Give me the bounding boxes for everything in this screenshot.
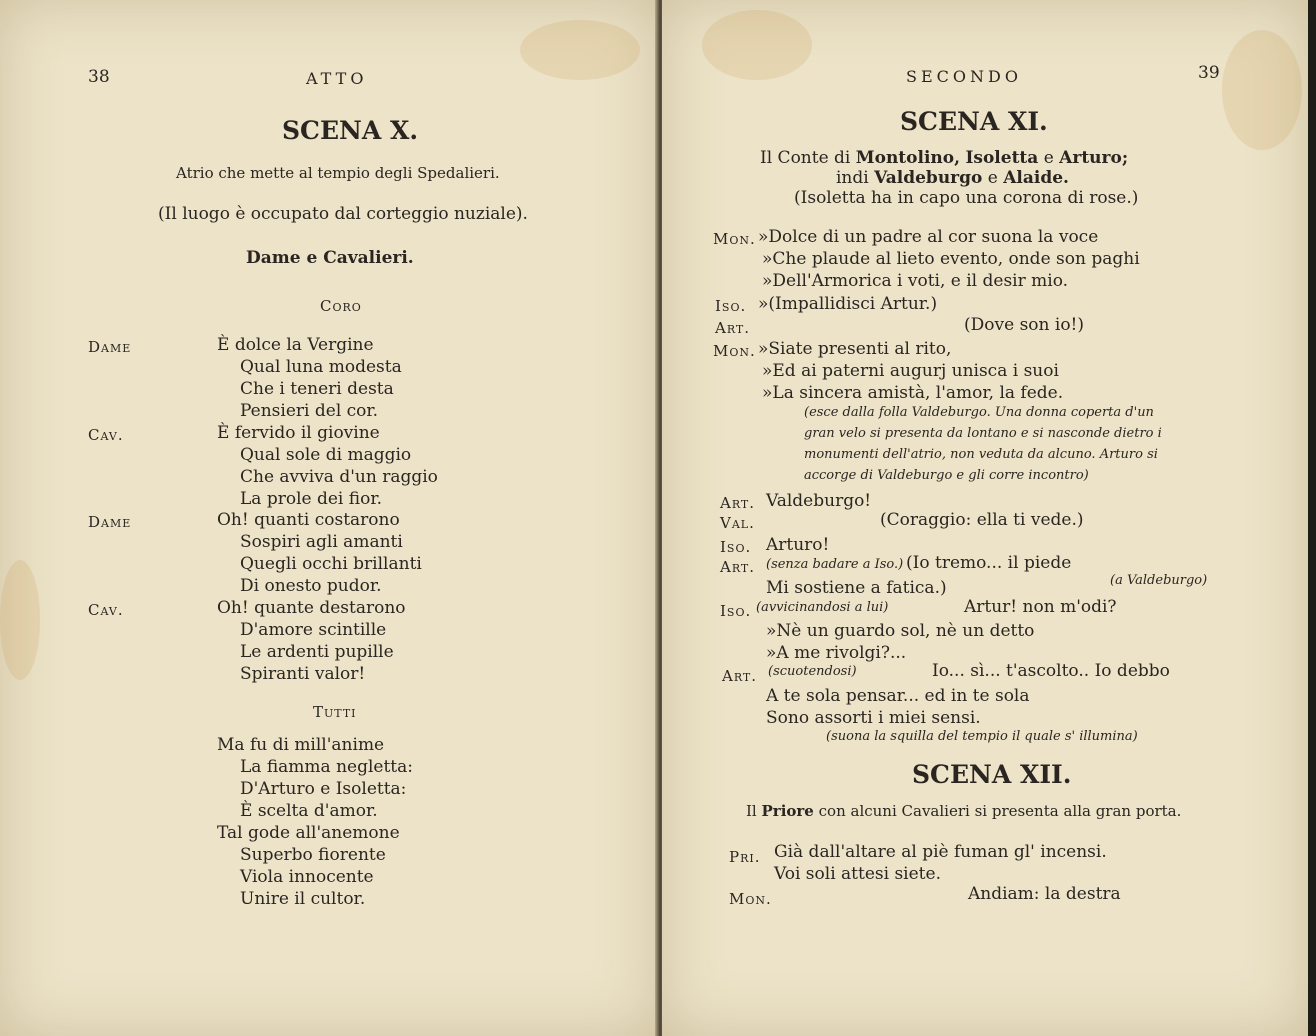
intro-text: Il Conte di <box>760 148 851 168</box>
character-name: Priore <box>761 802 814 820</box>
verse-line: Tal gode all'anemone <box>217 823 400 843</box>
stage-direction: (avvicinandosi a lui) <box>756 600 889 615</box>
speaker-label: Iso. <box>720 602 752 620</box>
speaker-label: Cav. <box>88 426 124 444</box>
verse-line: Superbo fiorente <box>240 845 386 865</box>
dialogue-line: Già dall'altare al piè fuman gl' incensi. <box>774 842 1107 862</box>
speaker-label: Art. <box>715 319 751 337</box>
speaker-label: Art. <box>720 558 756 576</box>
verse-line: È dolce la Vergine <box>217 335 374 355</box>
verse-line: Le ardenti pupille <box>240 642 394 662</box>
dialogue-line: »Dell'Armorica i voti, e il desir mio. <box>762 271 1069 291</box>
dialogue-line: »La sincera amistà, l'amor, la fede. <box>762 383 1064 403</box>
intro-text: e <box>987 168 998 188</box>
dialogue-line: »Nè un guardo sol, nè un detto <box>766 621 1035 641</box>
verse-line: Unire il cultor. <box>240 889 366 909</box>
stage-direction: accorge di Valdeburgo e gli corre incontro) <box>804 468 1089 483</box>
stage-direction: (suona la squilla del tempio il quale s' illumina) <box>826 729 1138 744</box>
dialogue-line: Voi soli attesi siete. <box>774 864 941 884</box>
dialogue-line: Arturo! <box>766 535 830 555</box>
scene-setting: Atrio che mette al tempio degli Spedalieri. <box>176 164 500 182</box>
dialogue-line: Sono assorti i miei sensi. <box>766 708 981 728</box>
dialogue-line: Artur! non m'odi? <box>964 597 1117 617</box>
running-header: SECONDO <box>906 67 1022 86</box>
speaker-label: Dame <box>88 338 132 356</box>
verse-line: Che i teneri desta <box>240 379 394 399</box>
verse-line: La prole dei fior. <box>240 489 382 509</box>
speaker-label: Dame <box>88 513 132 531</box>
verse-line: È scelta d'amor. <box>240 801 378 821</box>
speaker-label: Mon. <box>713 342 756 360</box>
stage-note: (Il luogo è occupato dal corteggio nuziale). <box>158 204 528 224</box>
verse-line: Di onesto pudor. <box>240 576 382 596</box>
stage-direction: (senza badare a Iso.) <box>766 557 904 572</box>
verse-line: È fervido il giovine <box>217 423 380 443</box>
stage-note: (Isoletta ha in capo una corona di rose.) <box>794 188 1139 208</box>
verse-line: D'Arturo e Isoletta: <box>240 779 407 799</box>
speaker-label: Pri. <box>729 848 761 866</box>
page-number: 38 <box>88 67 110 87</box>
character-name: Alaide. <box>1003 168 1069 188</box>
dialogue-line: Valdeburgo! <box>766 491 872 511</box>
verse-line: D'amore scintille <box>240 620 387 640</box>
characters-list: Dame e Cavalieri. <box>246 248 414 268</box>
speaker-label: Cav. <box>88 601 124 619</box>
scene-title: SCENA XII. <box>912 760 1072 789</box>
verse-line: La fiamma negletta: <box>240 757 413 777</box>
dialogue-line: »Che plaude al lieto evento, onde son paghi <box>762 249 1140 269</box>
stage-direction: (scuotendosi) <box>768 664 857 679</box>
verse-line: Viola innocente <box>240 867 374 887</box>
speaker-label: Iso. <box>715 297 747 315</box>
dialogue-line: »A me rivolgi?... <box>766 643 907 663</box>
speaker-label: Art. <box>722 667 758 685</box>
speaker-label: Mon. <box>713 230 756 248</box>
dialogue-line: (Dove son io!) <box>964 315 1085 335</box>
verse-line: Oh! quante destarono <box>217 598 406 618</box>
verse-line: Sospiri agli amanti <box>240 532 403 552</box>
intro-text: con alcuni Cavalieri si presenta alla gran porta. <box>818 802 1182 820</box>
dialogue-line: (Coraggio: ella ti vede.) <box>880 510 1084 530</box>
stage-direction: monumenti dell'atrio, non veduta da alcuno. Arturo si <box>804 447 1158 462</box>
right-page <box>662 0 1308 1036</box>
speaker-label: Art. <box>720 494 756 512</box>
dialogue-line: (Io tremo... il piede <box>906 553 1072 573</box>
running-header: ATTO <box>306 69 368 88</box>
character-name: Isoletta <box>965 148 1039 168</box>
verse-line: Quegli occhi brillanti <box>240 554 422 574</box>
stage-direction: (esce dalla folla Valdeburgo. Una donna coperta d'un <box>804 405 1154 420</box>
scene-characters-line <box>746 802 1181 820</box>
dialogue-line: »(Impallidisci Artur.) <box>758 294 938 314</box>
scene-characters-line <box>836 168 1069 188</box>
intro-text: Il <box>746 802 757 820</box>
dialogue-line: A te sola pensar... ed in te sola <box>766 686 1030 706</box>
character-name: Montolino, <box>855 148 961 168</box>
speaker-label: Iso. <box>720 538 752 556</box>
verse-line: Ma fu di mill'anime <box>217 735 385 755</box>
speaker-label: Mon. <box>729 890 772 908</box>
speaker-label: Val. <box>720 514 755 532</box>
character-name: Valdeburgo <box>874 168 983 188</box>
chorus-heading: Coro <box>320 297 362 315</box>
intro-text: e <box>1043 148 1054 168</box>
verse-line: Spiranti valor! <box>240 664 366 684</box>
dialogue-line: »Siate presenti al rito, <box>758 339 952 359</box>
dialogue-line: Andiam: la destra <box>968 884 1121 904</box>
verse-line: Che avviva d'un raggio <box>240 467 438 487</box>
verse-line: Qual luna modesta <box>240 357 402 377</box>
scene-characters-line <box>760 148 1128 168</box>
dialogue-line: »Ed ai paterni augurj unisca i suoi <box>762 361 1059 381</box>
scene-title: SCENA X. <box>282 116 419 145</box>
intro-text: indi <box>836 168 869 188</box>
verse-line: Qual sole di maggio <box>240 445 412 465</box>
stage-direction: gran velo si presenta da lontano e si nasconde dietro i <box>804 426 1162 441</box>
scene-title: SCENA XI. <box>900 107 1048 136</box>
verse-line: Pensieri del cor. <box>240 401 379 421</box>
verse-line: Oh! quanti costarono <box>217 510 400 530</box>
dialogue-line: »Dolce di un padre al cor suona la voce <box>758 227 1099 247</box>
dialogue-line: Mi sostiene a fatica.) <box>766 578 947 598</box>
character-name: Arturo; <box>1059 148 1129 168</box>
dialogue-line: Io... sì... t'ascolto.. Io debbo <box>932 661 1170 681</box>
page-number: 39 <box>1198 63 1220 83</box>
stage-direction: (a Valdeburgo) <box>1110 573 1208 588</box>
tutti-heading: Tutti <box>313 703 357 721</box>
